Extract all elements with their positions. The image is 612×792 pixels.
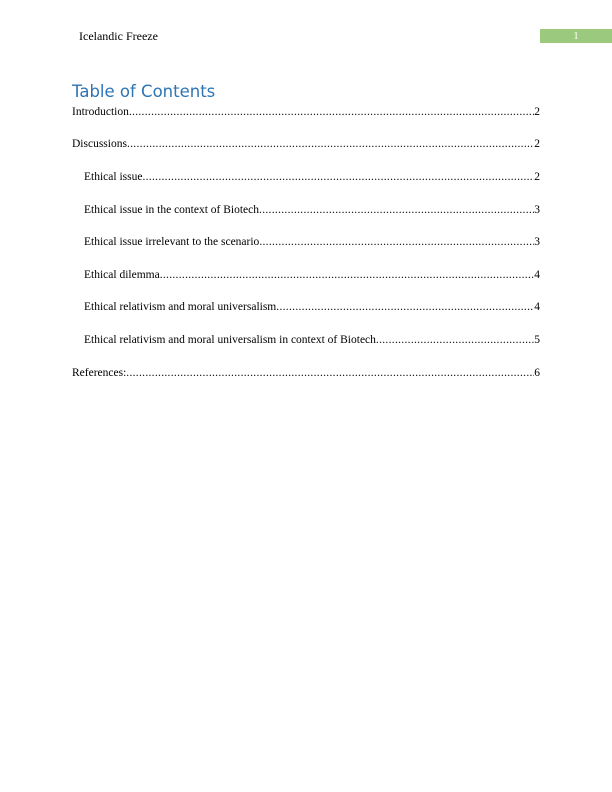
toc-leader: [276, 300, 534, 314]
toc-entry-label: Introduction: [72, 106, 129, 118]
toc-leader: [259, 203, 534, 217]
toc-leader: [142, 170, 534, 184]
toc-entry-label: Ethical relativism and moral universalism in context of Biotech: [84, 334, 376, 346]
toc-entry-ethical-issue-irrelevant[interactable]: [84, 235, 540, 249]
toc-entry-ethical-issue-biotech[interactable]: [84, 203, 540, 217]
toc-leader: [127, 137, 534, 151]
toc-entry-page: 5: [534, 334, 540, 346]
toc-entry-label: References:: [72, 367, 127, 379]
toc-entry-page: 4: [534, 269, 540, 281]
toc-entry-page: 4: [534, 301, 540, 313]
toc-entry-page: 3: [534, 204, 540, 216]
toc-entry-label: Ethical issue in the context of Biotech: [84, 204, 260, 216]
toc-leader: [259, 235, 534, 249]
toc-leader: [129, 105, 534, 119]
toc-entry-label: Discussions: [72, 138, 127, 150]
toc-entry-label: Ethical issue irrelevant to the scenario: [84, 236, 260, 248]
toc-entry-ethical-dilemma[interactable]: [84, 268, 540, 282]
toc-entry-ethical-issue[interactable]: [84, 170, 540, 184]
toc-entry-page: 2: [534, 106, 540, 118]
toc-entry-relativism-universalism-biotech[interactable]: [84, 333, 540, 347]
toc-entry-label: Ethical issue: [84, 171, 143, 183]
toc-entry-relativism-universalism[interactable]: [84, 300, 540, 314]
toc-heading: Table of Contents: [72, 82, 216, 101]
toc-entry-page: 2: [534, 171, 540, 183]
toc-entry-references[interactable]: [72, 366, 540, 380]
page-number-badge: 1: [540, 29, 612, 43]
toc-entry-page: 3: [534, 236, 540, 248]
toc-leader: [160, 268, 535, 282]
toc-entry-label: Ethical relativism and moral universalism: [84, 301, 277, 313]
toc-entry-page: 6: [534, 367, 540, 379]
toc-entry-page: 2: [534, 138, 540, 150]
toc-entry-introduction[interactable]: [72, 105, 540, 119]
toc-leader: [126, 366, 534, 380]
toc-entry-label: Ethical dilemma: [84, 269, 160, 281]
toc-leader: [376, 333, 534, 347]
header-title: Icelandic Freeze: [79, 29, 158, 43]
toc-entry-discussions[interactable]: [72, 137, 540, 151]
